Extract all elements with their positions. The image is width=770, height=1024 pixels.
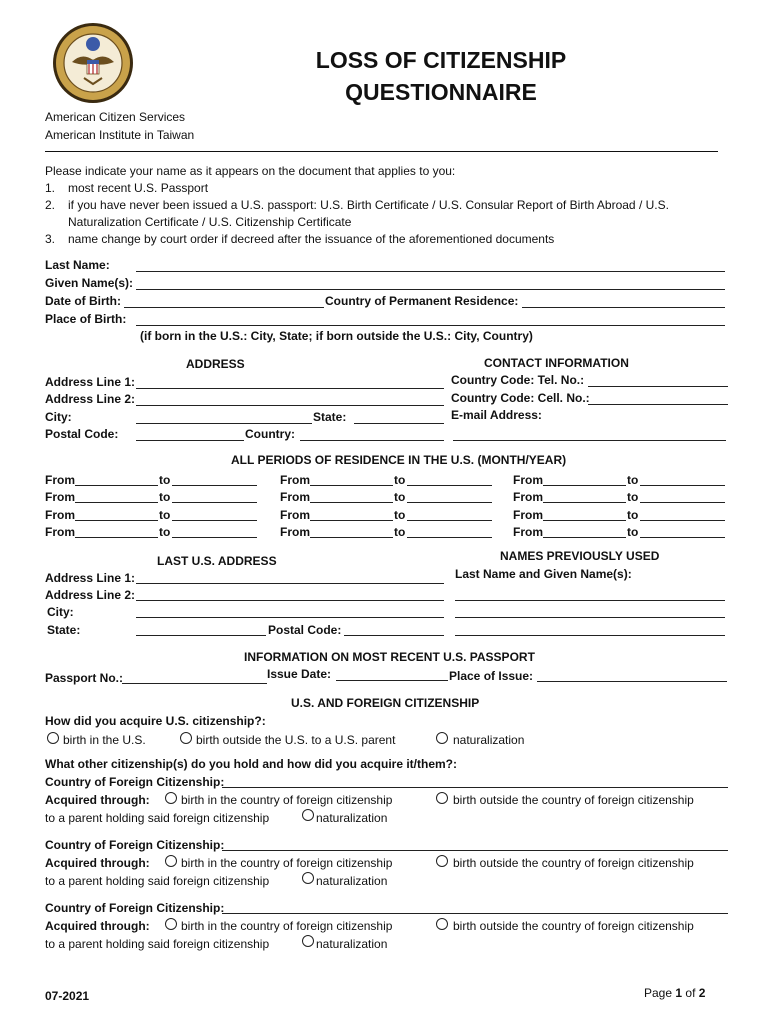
how-acquire-question: How did you acquire U.S. citizenship?: (45, 714, 266, 728)
residence-from-field-8[interactable] (310, 537, 393, 538)
radio-foreign-birth-country-3[interactable] (165, 918, 177, 930)
to-parent-label-2: to a parent holding said foreign citizenship (45, 874, 270, 888)
residence-to-field-9[interactable] (640, 485, 725, 486)
radio-foreign-birth-outside-3[interactable] (436, 918, 448, 930)
cell-label: Country Code: Cell. No.: (451, 391, 590, 405)
instruction-text-2: if you have never been issued a U.S. passport: U.S. Birth Certificate / U.S. Consular Report of Birth Abroad / U.S. (68, 198, 669, 212)
residence-to-field-3[interactable] (172, 520, 257, 521)
radio-foreign-naturalization-label-1: naturalization (316, 811, 388, 825)
issue-date-label: Issue Date: (267, 667, 332, 681)
to-parent-label-1: to a parent holding said foreign citizenship (45, 811, 270, 825)
last-postal-field[interactable] (344, 635, 444, 636)
page-indicator (644, 986, 705, 1000)
prev-name-field-1[interactable] (455, 600, 725, 601)
title-line-1: LOSS OF CITIZENSHIP (315, 47, 567, 73)
instruction-num-2: 2. (45, 198, 56, 212)
prev-names-heading: NAMES PREVIOUSLY USED (500, 549, 660, 563)
last-address-line1-label: Address Line 1: (45, 571, 136, 585)
last-name-label: Last Name: (45, 258, 110, 272)
country-field[interactable] (300, 440, 444, 441)
address-line1-field[interactable] (136, 388, 444, 389)
place-of-birth-label: Place of Birth: (45, 312, 127, 326)
residence-from-label: From (45, 508, 75, 522)
radio-foreign-naturalization-2[interactable] (302, 872, 314, 884)
foreign-country-field-1[interactable] (222, 787, 728, 788)
contact-heading: CONTACT INFORMATION (484, 356, 629, 370)
residence-from-label: From (45, 473, 75, 487)
residence-from-field-10[interactable] (543, 502, 626, 503)
country-residence-field[interactable] (522, 307, 725, 308)
org-line-2: American Institute in Taiwan (45, 128, 195, 142)
residence-from-field-6[interactable] (310, 502, 393, 503)
city-field[interactable] (136, 423, 312, 424)
postal-code-field[interactable] (136, 440, 244, 441)
residence-to-label: to (394, 490, 406, 504)
residence-from-field-7[interactable] (310, 520, 393, 521)
last-city-label: City: (47, 605, 74, 619)
residence-to-field-4[interactable] (172, 537, 257, 538)
address-line1-label: Address Line 1: (45, 375, 136, 389)
foreign-country-field-3[interactable] (222, 913, 728, 914)
residence-from-field-9[interactable] (543, 485, 626, 486)
prev-name-field-3[interactable] (455, 635, 725, 636)
residence-to-field-5[interactable] (407, 485, 492, 486)
radio-birth-in-us-label: birth in the U.S. (63, 733, 146, 747)
title-line-2: QUESTIONNAIRE (345, 79, 537, 105)
passport-number-label: Passport No.: (45, 671, 124, 685)
residence-to-field-2[interactable] (172, 502, 257, 503)
foreign-country-label-1: Country of Foreign Citizenship: (45, 775, 225, 789)
foreign-country-field-2[interactable] (222, 850, 728, 851)
residence-to-label: to (394, 508, 406, 522)
residence-to-label: to (159, 508, 171, 522)
country-label: Country: (245, 427, 295, 441)
residence-from-label: From (513, 508, 543, 522)
of-label: of (685, 986, 696, 1000)
tel-label: Country Code: Tel. No.: (451, 373, 585, 387)
page-number: 1 (675, 986, 683, 1000)
last-state-label: State: (47, 623, 81, 637)
residence-to-field-10[interactable] (640, 502, 725, 503)
radio-foreign-naturalization-label-2: naturalization (316, 874, 388, 888)
address-line2-field[interactable] (136, 405, 444, 406)
residence-from-label: From (513, 525, 543, 539)
org-line-1: American Citizen Services (45, 110, 186, 124)
residence-to-field-1[interactable] (172, 485, 257, 486)
department-seal-logo (52, 22, 134, 104)
instruction-num-3: 3. (45, 232, 56, 246)
last-name-field[interactable] (136, 271, 725, 272)
email-field[interactable] (453, 440, 726, 441)
last-postal-label: Postal Code: (268, 623, 342, 637)
last-address-line2-label: Address Line 2: (45, 588, 136, 602)
acquired-through-label-2: Acquired through: (45, 856, 150, 870)
radio-foreign-birth-country-2[interactable] (165, 855, 177, 867)
instruction-num-1: 1. (45, 181, 56, 195)
residence-from-field-3[interactable] (75, 520, 158, 521)
passport-number-field[interactable] (122, 683, 267, 684)
form-date: 07-2021 (45, 989, 90, 1003)
radio-foreign-birth-outside-label-2: birth outside the country of foreign citizenship (453, 856, 694, 870)
instruction-text-3: name change by court order if decreed after the issuance of the aforementioned documents (68, 232, 555, 246)
place-of-birth-field[interactable] (136, 325, 725, 326)
radio-birth-outside-us-label: birth outside the U.S. to a U.S. parent (196, 733, 396, 747)
residence-from-label: From (280, 490, 310, 504)
last-address-heading: LAST U.S. ADDRESS (157, 554, 277, 568)
residence-to-label: to (627, 490, 639, 504)
radio-foreign-birth-outside-label-1: birth outside the country of foreign citizenship (453, 793, 694, 807)
address-heading: ADDRESS (186, 357, 245, 371)
radio-foreign-birth-outside-1[interactable] (436, 792, 448, 804)
page-label: Page (644, 986, 673, 1000)
page-title (281, 44, 601, 108)
issue-date-field[interactable] (336, 680, 448, 681)
citizenship-heading: U.S. AND FOREIGN CITIZENSHIP (291, 696, 480, 710)
prev-name-field-2[interactable] (455, 617, 725, 618)
last-address-line2-field[interactable] (136, 600, 444, 601)
residence-to-label: to (627, 525, 639, 539)
foreign-country-label-3: Country of Foreign Citizenship: (45, 901, 225, 915)
dob-field[interactable] (124, 307, 324, 308)
email-label: E-mail Address: (451, 408, 542, 422)
residence-to-field-8[interactable] (407, 537, 492, 538)
residence-from-field-12[interactable] (543, 537, 626, 538)
page-total: 2 (698, 986, 706, 1000)
residence-to-field-6[interactable] (407, 502, 492, 503)
residence-to-label: to (159, 490, 171, 504)
radio-foreign-birth-country-label-3: birth in the country of foreign citizenship (181, 919, 393, 933)
radio-foreign-birth-outside-label-3: birth outside the country of foreign citizenship (453, 919, 694, 933)
radio-foreign-naturalization-label-3: naturalization (316, 937, 388, 951)
residence-from-label: From (280, 525, 310, 539)
residence-to-label: to (394, 473, 406, 487)
postal-code-label: Postal Code: (45, 427, 119, 441)
radio-birth-outside-us[interactable] (180, 732, 192, 744)
last-city-field[interactable] (136, 617, 444, 618)
city-label: City: (45, 410, 72, 424)
state-label: State: (313, 410, 347, 424)
radio-foreign-birth-country-1[interactable] (165, 792, 177, 804)
residence-to-field-7[interactable] (407, 520, 492, 521)
residence-from-label: From (280, 473, 310, 487)
cell-field[interactable] (588, 404, 728, 405)
instructions-intro: Please indicate your name as it appears on the document that applies to you: (45, 164, 456, 178)
residence-from-field-4[interactable] (75, 537, 158, 538)
residence-from-field-2[interactable] (75, 502, 158, 503)
residence-from-label: From (280, 508, 310, 522)
header-divider (45, 151, 718, 152)
radio-foreign-birth-outside-2[interactable] (436, 855, 448, 867)
residence-from-label: From (513, 490, 543, 504)
instruction-text-2b: Naturalization Certificate / U.S. Citizenship Certificate (68, 215, 352, 229)
residence-to-label: to (627, 508, 639, 522)
residence-to-field-11[interactable] (640, 520, 725, 521)
residence-from-field-1[interactable] (75, 485, 158, 486)
radio-birth-in-us[interactable] (47, 732, 59, 744)
address-line2-label: Address Line 2: (45, 392, 136, 406)
residence-from-label: From (45, 525, 75, 539)
radio-naturalization[interactable] (436, 732, 448, 744)
radio-naturalization-label: naturalization (453, 733, 525, 747)
given-names-label: Given Name(s): (45, 276, 134, 290)
acquired-through-label-1: Acquired through: (45, 793, 150, 807)
residence-from-field-5[interactable] (310, 485, 393, 486)
residence-from-label: From (513, 473, 543, 487)
radio-foreign-birth-country-label-1: birth in the country of foreign citizenship (181, 793, 393, 807)
state-field[interactable] (354, 423, 444, 424)
residence-from-field-11[interactable] (543, 520, 626, 521)
radio-foreign-birth-country-label-2: birth in the country of foreign citizenship (181, 856, 393, 870)
last-state-field[interactable] (136, 635, 266, 636)
residence-to-label: to (394, 525, 406, 539)
radio-foreign-naturalization-1[interactable] (302, 809, 314, 821)
acquired-through-label-3: Acquired through: (45, 919, 150, 933)
residence-to-field-12[interactable] (640, 537, 725, 538)
dob-label: Date of Birth: (45, 294, 121, 308)
tel-field[interactable] (588, 386, 728, 387)
foreign-country-label-2: Country of Foreign Citizenship: (45, 838, 225, 852)
last-address-line1-field[interactable] (136, 583, 444, 584)
residence-from-label: From (45, 490, 75, 504)
given-names-field[interactable] (136, 289, 725, 290)
to-parent-label-3: to a parent holding said foreign citizenship (45, 937, 270, 951)
place-of-birth-note: (if born in the U.S.: City, State; if born outside the U.S.: City, Country) (140, 329, 533, 343)
residence-heading: ALL PERIODS OF RESIDENCE IN THE U.S. (MONTH/YEAR) (231, 453, 567, 467)
radio-foreign-naturalization-3[interactable] (302, 935, 314, 947)
residence-to-label: to (627, 473, 639, 487)
prev-names-sublabel: Last Name and Given Name(s): (455, 567, 632, 581)
other-citizenship-question: What other citizenship(s) do you hold and how did you acquire it/them?: (45, 757, 457, 771)
residence-to-label: to (159, 473, 171, 487)
residence-to-label: to (159, 525, 171, 539)
passport-heading: INFORMATION ON MOST RECENT U.S. PASSPORT (244, 650, 535, 664)
instruction-text-1: most recent U.S. Passport (68, 181, 209, 195)
country-residence-label: Country of Permanent Residence: (325, 294, 519, 308)
place-issue-label: Place of Issue: (449, 669, 534, 683)
place-issue-field[interactable] (537, 681, 727, 682)
